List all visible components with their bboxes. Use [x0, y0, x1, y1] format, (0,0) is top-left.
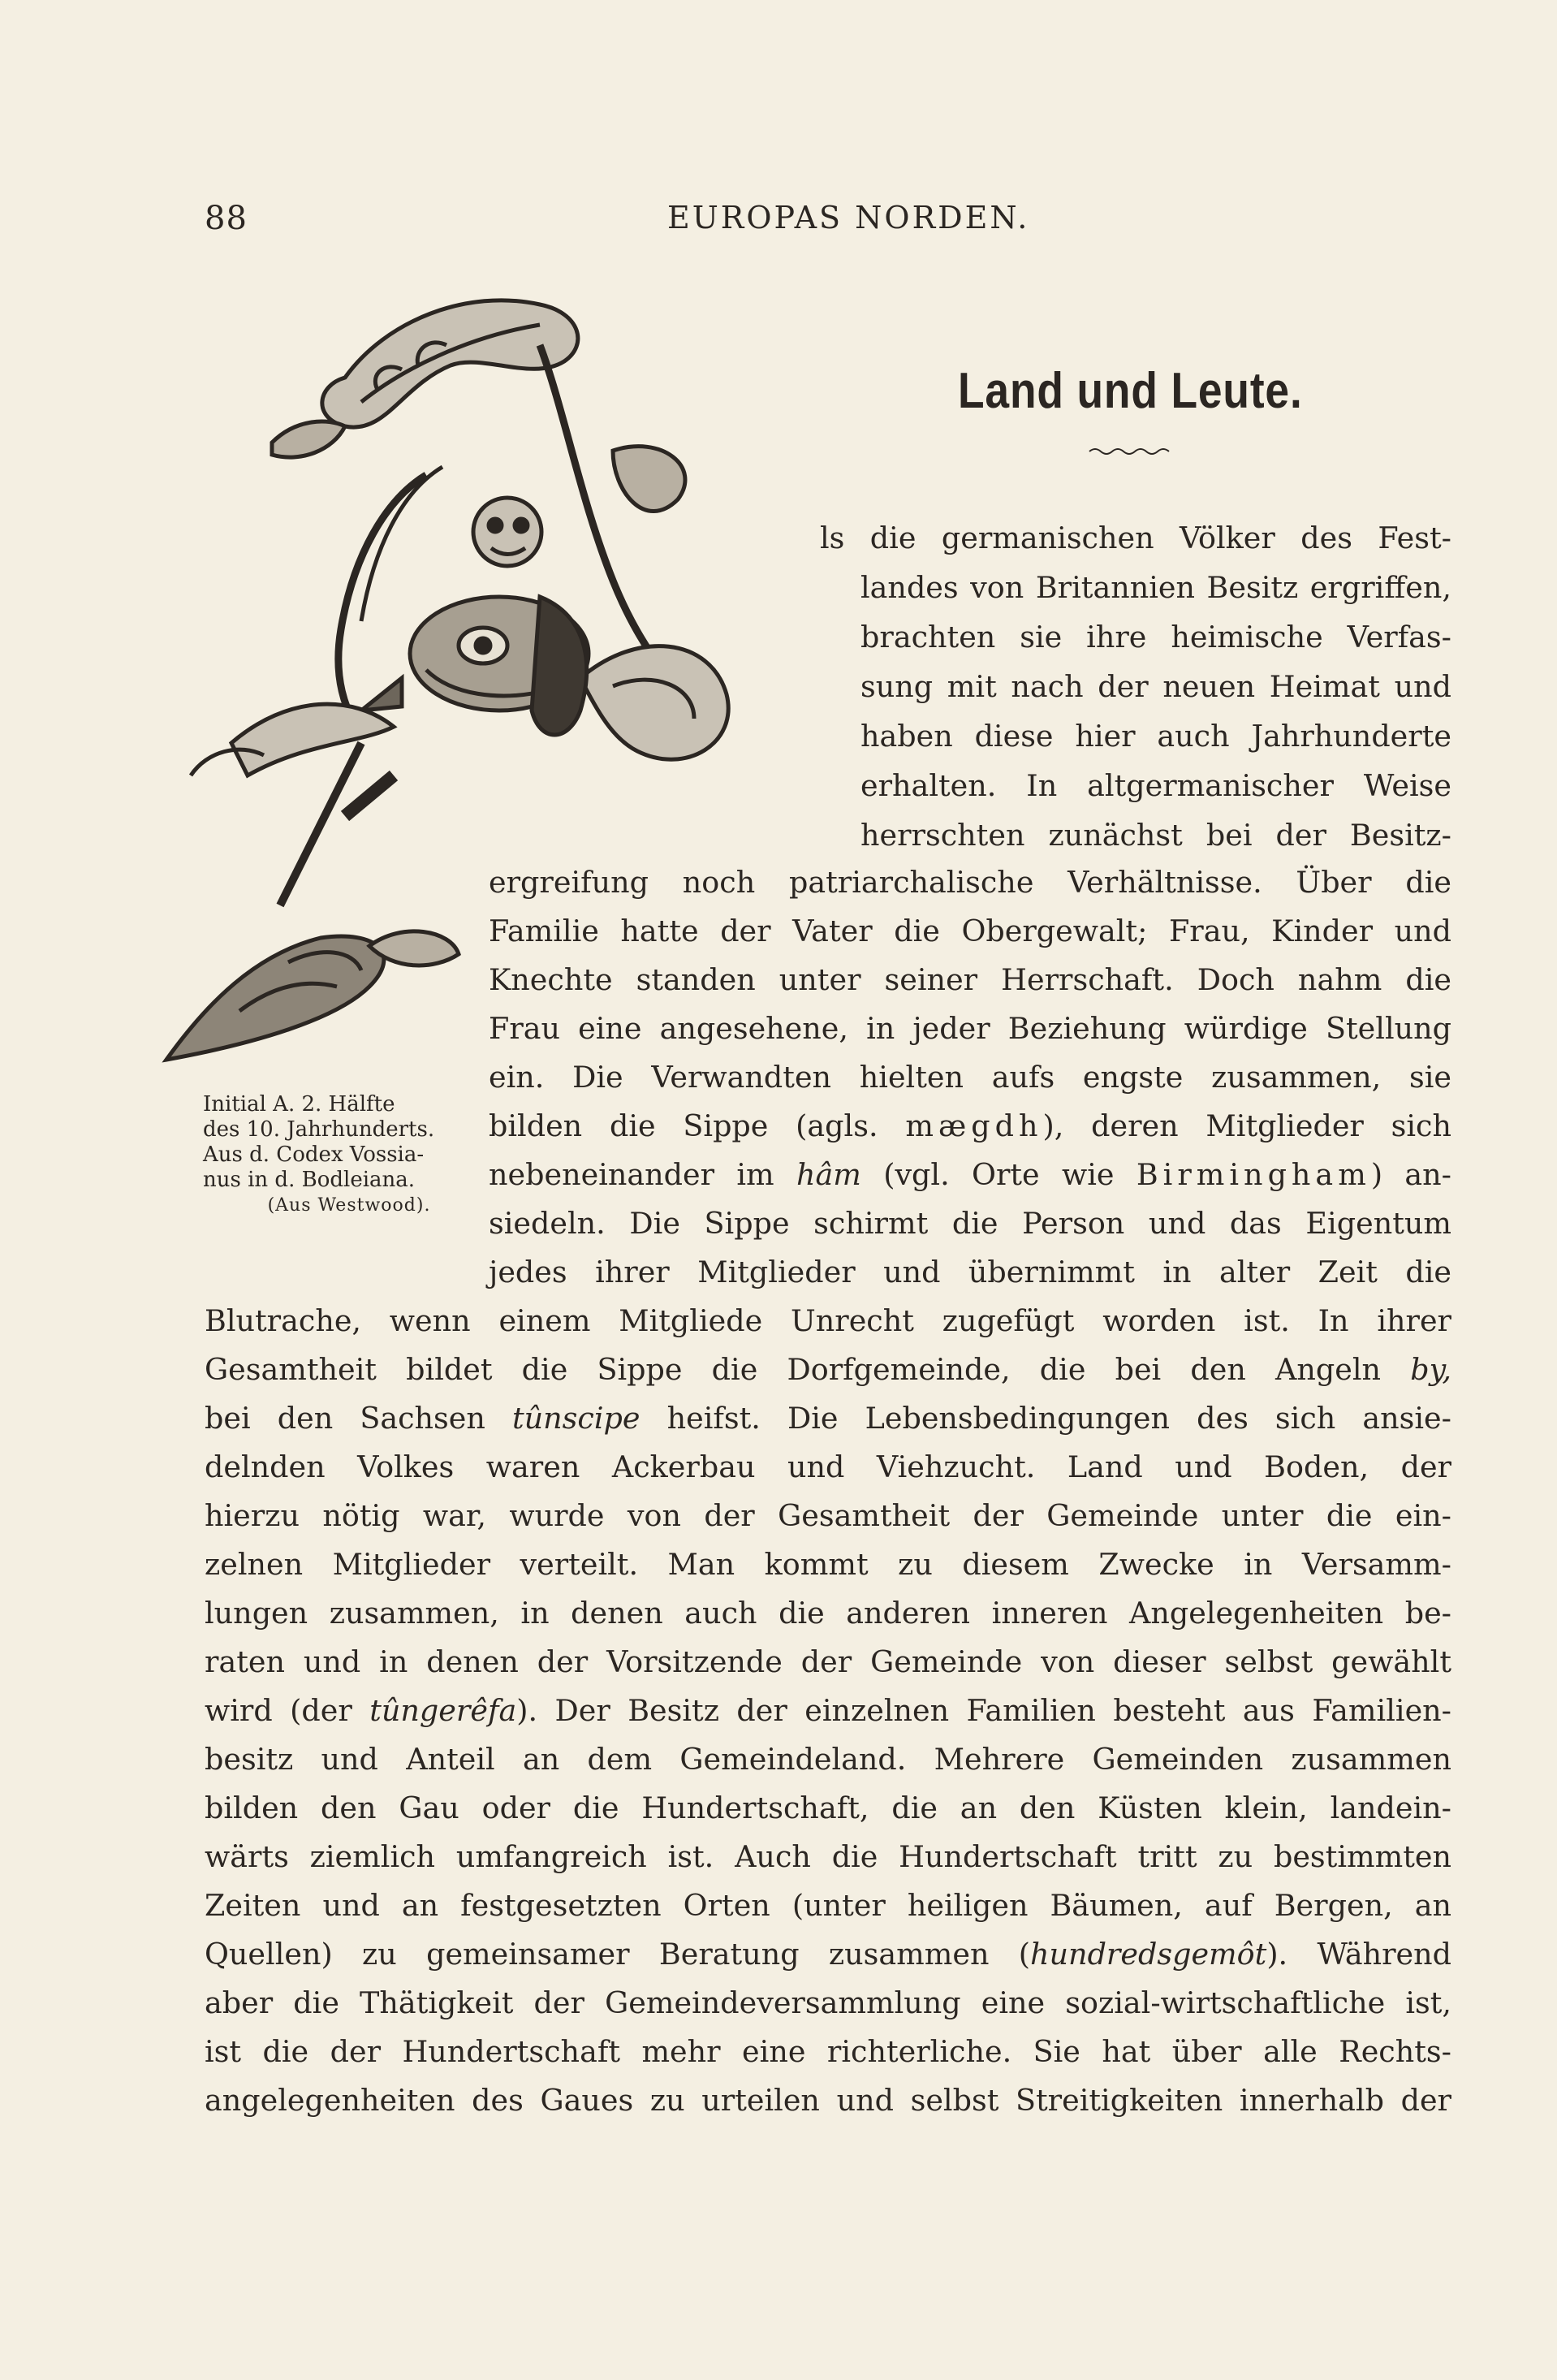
body-line: hierzu nötig war, wurde von der Gesamtheit der Gemeinde unter die ein-: [205, 1498, 1451, 1533]
body-line: erhalten. In altgermanischer Weise: [860, 768, 1451, 803]
text-span: nebeneinander im: [489, 1157, 796, 1192]
text-span: wird (der: [205, 1693, 370, 1728]
text-span: ) an-: [1370, 1157, 1451, 1192]
page-number: 88: [205, 200, 248, 237]
term-tungerefa: tûngerêfa: [369, 1693, 517, 1728]
text-span: (vgl. Orte wie: [860, 1157, 1136, 1192]
body-line: Zeiten und an festgesetzten Orten (unter heiligen Bäumen, auf Bergen, an: [205, 1888, 1451, 1923]
body-line: ergreifung noch patriarchalische Verhältnisse. Über die: [489, 865, 1451, 900]
body-line: [205, 1352, 1451, 1387]
body-line: delnden Volkes waren Ackerbau und Viehzucht. Land und Boden, der: [205, 1449, 1451, 1484]
body-line: Blutrache, wenn einem Mitgliede Unrecht zugefügt worden ist. In ihrer: [205, 1303, 1451, 1338]
caption-line: nus in d. Bodleiana.: [203, 1168, 416, 1192]
body-line: ein. Die Verwandten hielten aufs engste zusammen, sie: [489, 1060, 1451, 1095]
wavy-ornament-icon: [1088, 445, 1177, 458]
caption-line: (Aus Westwood).: [267, 1195, 431, 1216]
running-title: EUROPAS NORDEN.: [667, 200, 1030, 235]
body-line: [205, 1401, 1451, 1436]
body-line: [489, 1157, 1451, 1192]
term-birmingham: Birmingham: [1136, 1157, 1371, 1192]
body-line: Familie hatte der Vater die Obergewalt; Frau, Kinder und: [489, 914, 1451, 948]
text-span: Gesamtheit bildet die Sippe die Dorfgemeinde, die bei den Angeln: [205, 1352, 1411, 1387]
term-hundredsgemot: hundredsgemôt: [1030, 1937, 1267, 1972]
body-line: bilden den Gau oder die Hundertschaft, die an den Küsten klein, landein-: [205, 1790, 1451, 1825]
body-line: ist die der Hundertschaft mehr eine richterliche. Sie hat über alle Rechts-: [205, 2034, 1451, 2069]
text-span: ). Während: [1266, 1937, 1452, 1972]
body-line: herrschten zunächst bei der Besitz-: [860, 818, 1451, 853]
caption-line: Initial A. 2. Hälfte: [203, 1092, 395, 1117]
text-span: bei den Sachsen: [205, 1401, 512, 1436]
body-line: aber die Thätigkeit der Gemeindeversammlung eine sozial-wirtschaftliche ist,: [205, 1985, 1451, 2020]
text-span: ), deren Mitglieder sich: [1042, 1108, 1452, 1143]
running-header: [205, 200, 1451, 248]
body-line: [205, 1937, 1452, 1972]
text-span: heifst. Die Lebensbedingungen des sich ansie-: [640, 1401, 1451, 1436]
ornamental-initial-a-icon: [158, 288, 889, 1076]
body-line: [489, 1108, 1452, 1143]
body-line: Frau eine angesehene, in jeder Beziehung würdige Stellung: [489, 1011, 1451, 1046]
section-title: Land und Leute.: [958, 363, 1303, 419]
body-line: sung mit nach der neuen Heimat und: [860, 669, 1451, 704]
body-line: Knechte standen unter seiner Herrschaft. Doch nahm die: [489, 962, 1451, 997]
figure-caption: [203, 1092, 495, 1218]
term-mægdh: mægdh: [905, 1108, 1043, 1143]
text-span: ). Der Besitz der einzelnen Familien besteht aus Familien-: [516, 1693, 1452, 1728]
term-ham: hâm: [796, 1157, 861, 1192]
body-line: ls die germanischen Völker des Fest-: [820, 520, 1451, 555]
text-span: Quellen) zu gemeinsamer Beratung zusammen (: [205, 1937, 1031, 1972]
term-by: by,: [1410, 1352, 1451, 1387]
body-line: zelnen Mitglieder verteilt. Man kommt zu diesem Zwecke in Versamm-: [205, 1547, 1451, 1582]
caption-line: des 10. Jahrhunderts.: [203, 1117, 435, 1142]
text-span: bilden die Sippe (agls.: [489, 1108, 906, 1143]
body-line: besitz und Anteil an dem Gemeindeland. Mehrere Gemeinden zusammen: [205, 1742, 1451, 1777]
body-line: [205, 1693, 1452, 1728]
body-line: lungen zusammen, in denen auch die anderen inneren Angelegenheiten be-: [205, 1596, 1451, 1631]
term-tunscipe: tûnscipe: [511, 1401, 640, 1436]
body-line: haben diese hier auch Jahrhunderte: [860, 719, 1451, 754]
caption-line: Aus d. Codex Vossia-: [203, 1142, 425, 1167]
body-line: angelegenheiten des Gaues zu urteilen und selbst Streitigkeiten innerhalb der: [205, 2083, 1451, 2118]
body-line: jedes ihrer Mitglieder und übernimmt in alter Zeit die: [489, 1255, 1451, 1289]
body-line: raten und in denen der Vorsitzende der Gemeinde von dieser selbst gewählt: [205, 1644, 1451, 1679]
body-line: wärts ziemlich umfangreich ist. Auch die Hundertschaft tritt zu bestimmten: [205, 1839, 1451, 1874]
body-line: brachten sie ihre heimische Verfas-: [860, 620, 1451, 654]
body-line: landes von Britannien Besitz ergriffen,: [860, 570, 1451, 605]
body-line: siedeln. Die Sippe schirmt die Person und das Eigentum: [489, 1206, 1451, 1241]
